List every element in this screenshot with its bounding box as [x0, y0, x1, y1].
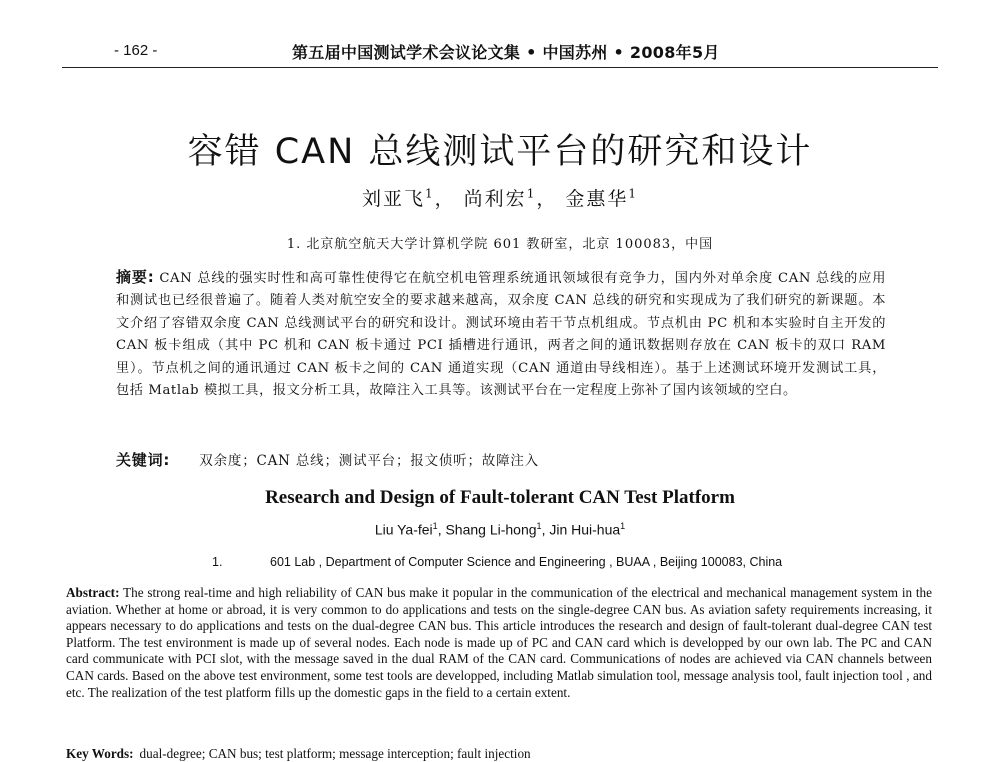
abstract-cn-label: 摘要:: [116, 268, 155, 286]
author-en-1-affil: 1: [432, 521, 438, 531]
abstract-en-text: The strong real-time and high reliability of CAN bus make it popular in the communication of the electrical and mechanical management system in the aviation. Whether at home or abroad, it is very common to do applications and tests on the single-degree CAN bus. As aviation safety requirements increasing, it appears necessary to do applications and tests on the dual-degree CAN bus. This article introduces the research and design of fault-tolerant dual-degree CAN test Platform. The test environment is made up of several nodes. Each node is made up of PC and CAN card which is developped by our own lab. The PC and CAN card communicate with PCI slot, with the message saved in the dual RAM of the CAN card. Communications of nodes are achieved via CAN channels between CAN cards. Based on the above test environment, some test tools are developped, including Matlab simulation tool, message analysis tool, fault injection tool , and etc. The realization of the test platform fills up the domestic gaps in the field to a certain extent.: [66, 585, 933, 700]
affiliation-cn: 1. 北京航空航天大学计算机学院 601 教研室，北京 100083，中国: [286, 237, 714, 252]
affiliation-en: [212, 555, 782, 569]
abstract-en: [66, 585, 932, 701]
author-en-2: Shang Li-hong: [445, 521, 537, 538]
author-cn-3: 金惠华: [565, 188, 629, 210]
author-en-1: Liu Ya-fei: [374, 521, 433, 538]
page-header: [62, 40, 938, 66]
paper-title-cn: 容错 CAN 总线测试平台的研究和设计: [187, 132, 813, 172]
author-cn-2: 尚利宏: [463, 188, 527, 210]
keywords-en-label: Key Words:: [66, 746, 134, 761]
page-number: - 162 -: [114, 42, 158, 59]
keywords-cn-label: 关键词:: [116, 451, 171, 469]
affiliation-en-text: 601 Lab , Department of Computer Science and Engineering , BUAA , Beijing 100083, China: [270, 555, 783, 569]
authors-en: Liu Ya-fei$^1$, Shang Li-hong$^1$, Jin Hui-hua$^1$: [374, 521, 626, 538]
author-en-3: Jin Hui-hua: [549, 521, 621, 538]
author-cn-2-affil: 1: [526, 186, 537, 201]
header-rule: [62, 67, 938, 68]
affiliation-en-number: 1.: [212, 555, 223, 569]
author-cn-1-affil: 1: [424, 186, 435, 201]
running-title: 第五届中国测试学术会议论文集 • 中国苏州 • 2008年5月: [292, 43, 720, 62]
keywords-cn-text: 双余度；CAN 总线；测试平台；报文侦听；故障注入: [199, 453, 539, 469]
author-en-2-affil: 1: [536, 521, 542, 531]
keywords-cn: [116, 449, 886, 470]
author-en-3-affil: 1: [620, 521, 626, 531]
keywords-en-text: dual-degree; CAN bus; test platform; message interception; fault injection: [139, 746, 531, 761]
abstract-cn-text: CAN 总线的强实时性和高可靠性使得它在航空机电管理系统通讯领域很有竞争力，国内外对单余度 CAN 总线的应用和测试也已经很普遍了。随着人类对航空安全的要求越来越高，双余度 CAN 总线的研究和实现成为了我们研究的新课题。本文介绍了容错双余度 CAN 总线测试平台的研究和设计。测试环境由若干节点机组成。节点机由 PC 机和本实验时自主开发的 CAN 板卡组成（其中 PC 机和 CAN 板卡通过 PCI 插槽进行通讯，两者之间的通讯数据则存放在 CAN 板卡的双口 RAM 里）。节点机之间的通讯通过 CAN 板卡之间的 CAN 通道实现（CAN 通道由导线相连）。基于上述测试环境开发测试工具，包括 Matlab 模拟工具，报文分析工具，故障注入工具等。该测试平台在一定程度上弥补了国内该领域的空白。: [116, 271, 886, 399]
authors-cn: 刘亚飞$^1$， 尚利宏$^1$， 金惠华$^1$: [361, 186, 639, 210]
abstract-cn: [116, 266, 886, 402]
paper-title-en: Research and Design of Fault-tolerant CAN Test Platform: [265, 487, 735, 508]
author-cn-3-affil: 1: [628, 186, 639, 201]
author-cn-1: 刘亚飞: [361, 188, 425, 210]
abstract-en-label: Abstract:: [66, 585, 120, 600]
